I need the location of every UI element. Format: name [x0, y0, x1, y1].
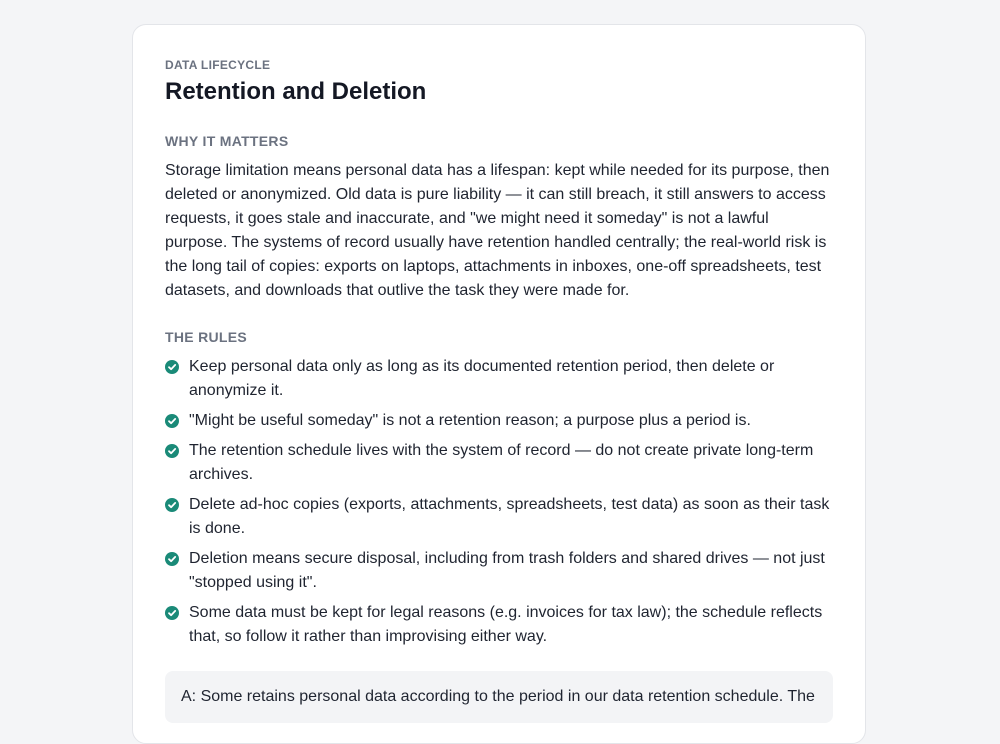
rule-item [165, 547, 833, 595]
rule-text: Delete ad-hoc copies (exports, attachments, spreadsheets, test data) as soon as their task is done. [189, 496, 830, 537]
rules-section-label: THE RULES [165, 329, 248, 345]
check-circle-icon [165, 606, 179, 620]
rule-item [165, 493, 833, 541]
check-circle-icon [165, 552, 179, 566]
check-circle-icon [165, 360, 179, 374]
check-circle-icon [165, 444, 179, 458]
rule-text: "Might be useful someday" is not a retention reason; a purpose plus a period is. [189, 412, 751, 429]
rule-text: Deletion means secure disposal, including from trash folders and shared drives — not just "stopped using it". [189, 550, 825, 591]
rule-item [165, 439, 833, 487]
eyebrow-label: DATA LIFECYCLE [165, 58, 271, 72]
why-section-label: WHY IT MATTERS [165, 133, 289, 149]
page-title: Retention and Deletion [165, 78, 427, 105]
rule-item [165, 355, 833, 403]
rule-text: Keep personal data only as long as its documented retention period, then delete or anonymize it. [189, 358, 775, 399]
rule-item [165, 601, 833, 649]
why-paragraph: Storage limitation means personal data has a lifespan: kept while needed for its purpose, then deleted or anonymized. Old data is pure liability — it can still breach, it still answers to access requests, it goes stale and inaccurate, and "we might need it someday" is not a lawful purpose. The systems of record usually have retention handled centrally; the real-world risk is the long tail of copies: exports on laptops, attachments in inboxes, one-off spreadsheets, test datasets, and downloads that outlive the task they were made for. [165, 162, 830, 299]
rule-item [165, 409, 833, 433]
note-box: A: Some retains personal data according to the period in our data retention schedule. The [165, 671, 833, 723]
check-circle-icon [165, 414, 179, 428]
rule-text: The retention schedule lives with the system of record — do not create private long-term archives. [189, 442, 814, 483]
rules-list [165, 355, 833, 649]
content-card [132, 24, 866, 744]
rule-text: Some data must be kept for legal reasons (e.g. invoices for tax law); the schedule reflects that, so follow it rather than improvising either way. [189, 604, 823, 645]
check-circle-icon [165, 498, 179, 512]
